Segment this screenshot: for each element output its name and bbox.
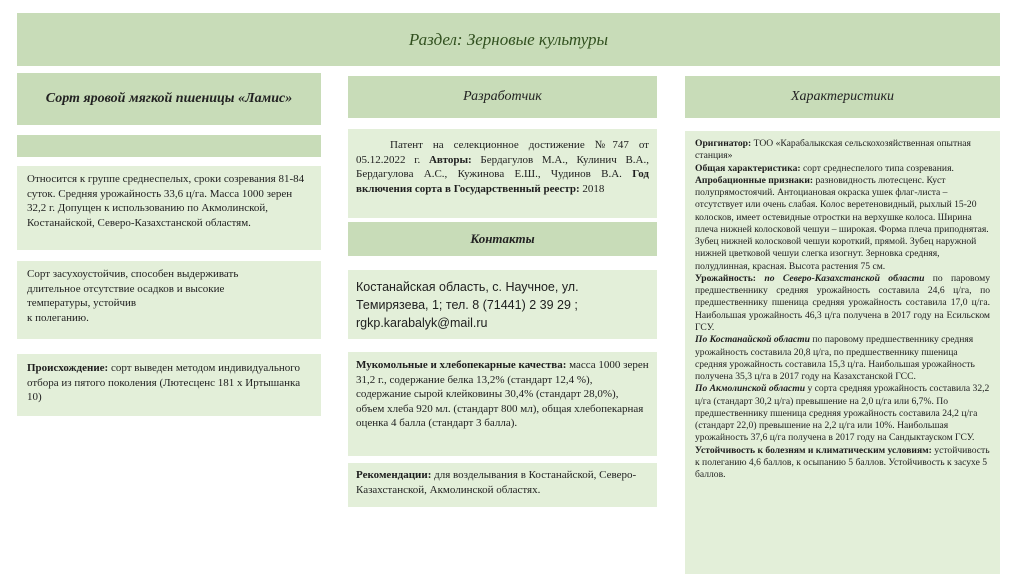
yield-label: Урожайность: <box>695 272 756 284</box>
milling-quality-label: Мукомольные и хлебопекарные качества: <box>356 359 567 371</box>
patent-block <box>348 129 657 218</box>
section-title: Раздел: Зерновые культуры <box>408 29 609 49</box>
drought-resistance-block <box>17 261 321 339</box>
recommendations-text: для возделывания в Костанайской, Северо-Казахстанской, Акмолинской областях. <box>356 469 637 496</box>
characteristics-block <box>685 131 1000 574</box>
characteristics-header <box>685 76 1000 118</box>
originator-label: Оригинатор: <box>695 138 752 149</box>
contacts-header-text: Контакты <box>470 230 535 246</box>
registry-year-text: 2018 <box>579 182 605 195</box>
authors-text: Бердагулов М.А., Кулинич В.А., Бердагулова А.С., Кужинова Е.Ш., Чудинов В.А. <box>356 153 649 181</box>
yield-para-1 <box>695 273 990 334</box>
variety-maturity-text: Относится к группе среднеспелых, сроки созревания 81-84 суток. Средняя урожайность 33,6 ц/га. Масса 1000 зерен 32,2 г. Допущен к использованию по Акмолинской, Костанайской, Северо-Казахстанской областям. <box>27 173 305 229</box>
drought-line-4: к полеганию. <box>27 311 89 324</box>
patent-text: Патент на селекционное достижение №747 от 05.12.2022 г. <box>356 139 649 166</box>
origin-label: Происхождение: <box>27 362 109 374</box>
variety-divider-bar <box>17 135 321 157</box>
originator-text: ТОО «Карабалыкская сельскохозяйственная опытная станция» <box>695 138 971 162</box>
yield-para-2 <box>695 334 990 383</box>
authors-label: Авторы: <box>428 153 472 166</box>
originator-para <box>695 138 990 163</box>
contacts-header <box>348 222 657 256</box>
variety-maturity-block <box>17 166 321 250</box>
section-title-bar <box>17 13 1000 66</box>
general-text: сорт среднеспелого типа созревания. <box>800 162 954 174</box>
drought-line-1: Сорт засухоустойчив, способен выдерживать <box>27 268 239 280</box>
origin-text: сорт выведен методом индивидуального отбора из пятого поколения (Лютесценс 181 х Иртышанка 10) <box>27 362 301 404</box>
yield-para-3 <box>695 383 990 444</box>
resistance-para <box>695 445 990 482</box>
general-para <box>695 163 990 175</box>
characteristics-header-text: Характеристики <box>790 89 895 105</box>
registry-year-label: Год включения сорта в Государственный реестр: <box>356 168 649 195</box>
resistance-text: устойчивость к полеганию 4,6 баллов, к осыпанию 5 баллов. Устойчивость к засухе 5 баллов. <box>695 444 990 481</box>
yield-region-2: По Костанайской области <box>695 334 810 346</box>
developer-header <box>348 76 657 118</box>
variety-header <box>17 73 321 125</box>
contacts-phone-line: Темирязева, 1; тел. 8 (71441) 2 39 29 ; <box>356 298 578 313</box>
approbation-para <box>695 175 990 273</box>
yield-text-1: по паровому предшественнику средняя урожайность составила 24,6 ц/га, по предшественнику пшеница средняя урожайность составила 17,0 ц/га. Наибольшая урожайность 46,3 ц/га получена в 2017 году на Есильском ГСУ. <box>695 272 990 333</box>
yield-text-3: у сорта средняя урожайность составила 32,2 ц/га (стандарт 30,2 ц/га) превышение на 2,0 ц/га или 6,7%. По предшественнику пшеница средняя урожайность составила 24,2 ц/га (стандарт 22,0) превышение на 2,2 ц/га или 10%. Наибольшая урожайность 37,6 ц/га получена в 2017 году на Сандыктауском ГСУ. <box>695 383 990 444</box>
yield-text-2: по паровому предшественнику средняя урожайность составила 20,8 ц/га, по предшественнику пшеница средняя урожайность составила 15,3 ц/га. Наибольшая урожайность получена 35,3 ц/га в 2017 году на Казахстанской ГСС. <box>695 334 975 383</box>
resistance-label: Устойчивость к болезням и климатическим условиям: <box>695 444 932 456</box>
recommendations-label: Рекомендации: <box>356 469 432 481</box>
contacts-address-line: Костанайская область, с. Научное, ул. <box>356 280 579 294</box>
yield-region-1: по Северо-Казахстанской области <box>756 272 925 284</box>
origin-block <box>17 354 321 416</box>
approbation-text: разновидность лютесценс. Куст полупрямостоячий. Антоциановая окраска ушек флаг-листа – отсутствует или очень слабая. Колос веретеновидный, рыхлый 15-20 колосков, имеет остевидные отростки на верхушке колоса. Ширина плеча нижней колосковой чешуи – широкая. Форма плеча приподнятая. Зубец нижней колосковой чешуи короткий, прямой. Зубец наружной нижней цветковой чешуи слегка изогнут. Зерновка средняя, полудлинная, красная. Высота растения 75 см. <box>695 174 989 272</box>
general-label: Общая характеристика: <box>695 162 801 174</box>
drought-line-3: температуры, устойчив <box>27 297 137 310</box>
variety-header-text: Сорт яровой мягкой пшеницы «Ламис» <box>45 91 293 107</box>
contacts-email[interactable]: rgkp.karabalyk@mail.ru <box>356 316 488 331</box>
drought-line-2: длительное отсутствие осадков и высокие <box>27 282 225 295</box>
yield-region-3: По Акмолинской области <box>695 383 806 395</box>
approbation-label: Апробационные признаки: <box>695 174 814 186</box>
milling-quality-text: масса 1000 зерен 31,2 г., содержание белка 13,2% (стандарт 12,4 %), содержание сырой клейковины 30,4% (стандарт 28,0%), объем хлеба 920 мл. (стандарт 800 мл), общая хлебопекарная оценка 4 балла (стандарт 3 балла). <box>356 359 649 430</box>
milling-quality-block <box>348 352 657 456</box>
contacts-block <box>348 270 657 339</box>
recommendations-block <box>348 463 657 507</box>
developer-header-text: Разработчик <box>463 89 542 105</box>
